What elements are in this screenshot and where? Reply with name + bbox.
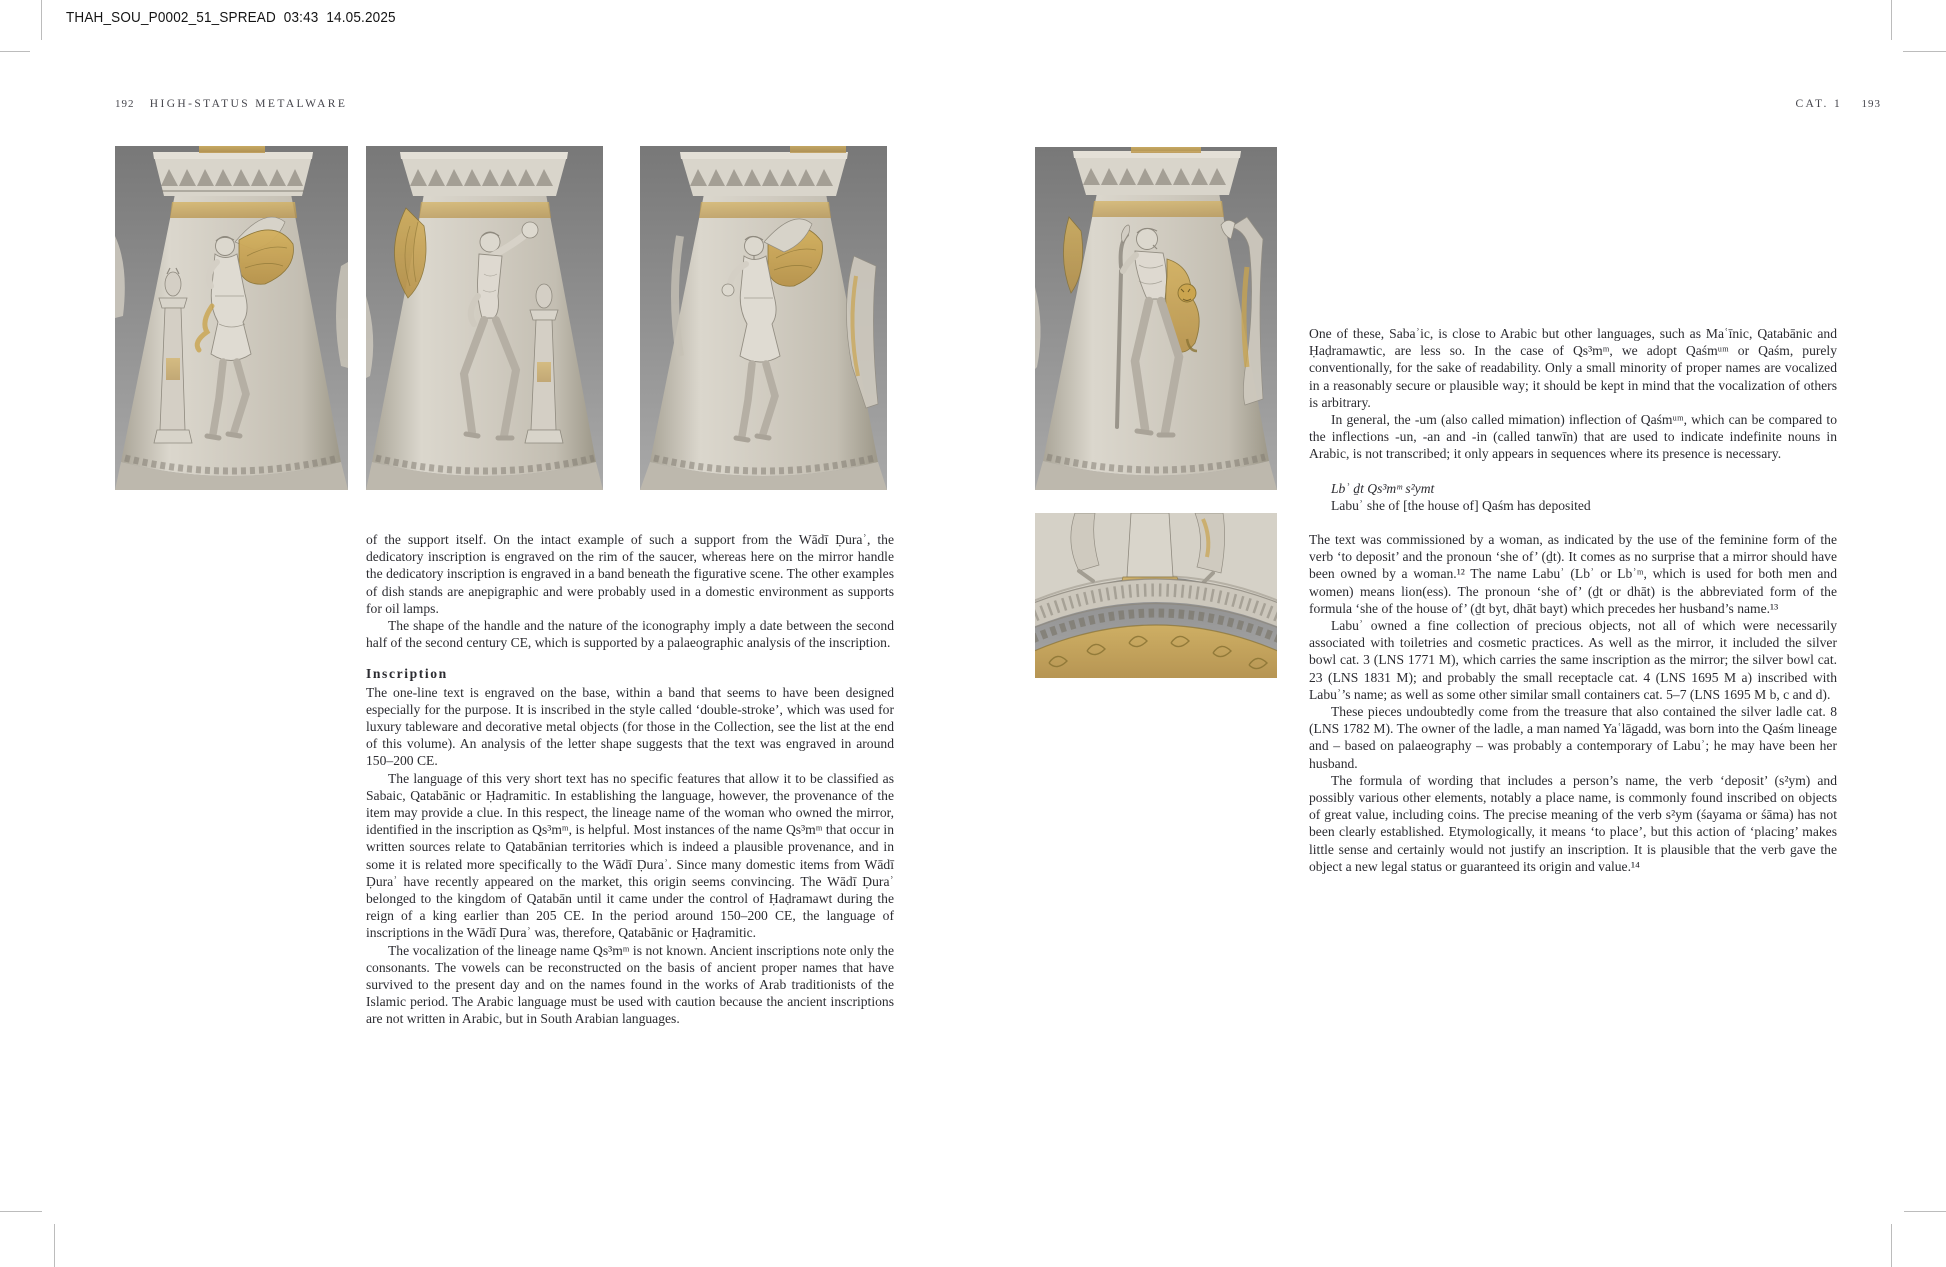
photo-mirror-handle-winged-figure-offering xyxy=(640,146,887,490)
running-head-left-title: HIGH-STATUS METALWARE xyxy=(149,98,348,110)
inscription-quote-block xyxy=(1331,480,1837,514)
running-head-right-title: CAT. 1 xyxy=(1795,98,1843,110)
crop-mark-top-right-v xyxy=(1891,0,1892,40)
paragraph: One of these, Sabaʾic, is close to Arabic but other languages, such as Maʿīnic, Qatabānic and Ḥaḍramawtic, are less so. In the case of Qs³mᵐ, we adopt Qaśmᵘᵐ or Qaśm, purely conventionally, for the sake of readability. Only a small minority of proper names are vocalized in a reasonably secure or plausible way; it should be kept in mind that the vocalization of others is arbitrary. xyxy=(1309,326,1837,410)
crop-mark-bottom-right-v xyxy=(1891,1224,1892,1267)
crop-mark-bottom-right-h xyxy=(1904,1211,1946,1212)
inscription-translation: Labuʾ she of [the house of] Qaśm has deposited xyxy=(1331,497,1591,513)
paragraph: These pieces undoubtedly come from the treasure that also contained the silver ladle cat. 8 (LNS 1782 M). The owner of the ladle, a man named Yaʿlāgadd, was born into the Qaśm lineage and – based on palaeography – was probably a contemporary of Labuʾ; he may have been her husband. xyxy=(1309,704,1837,771)
mirror-handle-illustration-2 xyxy=(366,146,603,490)
mirror-handle-illustration-3 xyxy=(640,146,887,490)
photo-mirror-handle-winged-figure-owl-column xyxy=(115,146,348,490)
paragraph: The shape of the handle and the nature of the iconography imply a date between the second half of the second century CE, which is supported by a palaeographic analysis of the inscription. xyxy=(366,618,894,651)
press-slug-line: THAH_SOU_P0002_51_SPREAD 03:43 14.05.2025 xyxy=(66,9,396,26)
crop-mark-top-left-v xyxy=(41,0,42,40)
inscription-transliteration: Lbʾ ḏt Qs³mᵐ s²ymt xyxy=(1331,480,1435,496)
paragraph: In general, the -um (also called mimation) inflection of Qaśmᵘᵐ, which can be compared to the inflections -un, -an and -in (called tanwīn) that are used to indicate indefinite nouns in Arabic, is not transcribed; it only appears in sequences where its presence is necessary. xyxy=(1309,412,1837,462)
paragraph: of the support itself. On the intact example of such a support from the Wādī Ḍuraʾ, the dedicatory inscription is engraved on the rim of the saucer, whereas here on the mirror handle the dedicatory inscription is engraved in a band beneath the figurative scene. The other examples of dish stands are anepigraphic and were probably used in a domestic environment as supports for oil lamps. xyxy=(366,532,894,616)
crop-mark-bottom-left-h xyxy=(0,1211,42,1212)
paragraph: The text was commissioned by a woman, as indicated by the use of the feminine form of the verb ‘to deposit’ and the pronoun ‘she of’ (ḏt). It comes as no surprise that a mirror should have been owned by a woman.¹² The name Labuʾ (Lbʾ or Lbʾᵐ, which is used for both men and women) means lion(ess). The pronoun ‘she of’ (ḏt or dhāt) is the abbreviated form of the formula ‘she of the house of’ (ḏt byt, dhāt bayt) which precedes her husband’s name.¹³ xyxy=(1309,532,1837,616)
running-head-left xyxy=(115,98,347,110)
folio-left: 192 xyxy=(115,98,135,110)
mirror-handle-illustration-5 xyxy=(1035,513,1277,678)
photo-mirror-handle-base-inscription-band xyxy=(1035,513,1277,678)
section-heading-inscription: Inscription xyxy=(366,666,448,682)
paragraph: The one-line text is engraved on the base, within a band that seems to have been designed especially for the purpose. It is inscribed in the style called ‘double-stroke’, which was used for luxury tableware and decorative metal objects (for those in the Collection, see the list at the end of this volume). An analysis of the letter shape suggests that the text was engraved in around 150–200 CE. xyxy=(366,684,894,769)
paragraph: The formula of wording that includes a person’s name, the verb ‘deposit’ (s²ym) and possibly various other elements, notably a place name, is commonly found inscribed on objects of great value, including coins. The precise meaning of the verb s²ym (śayama or śāma) has not been clearly established. Etymologically, it means ‘to place’, but this action of ‘placing’ makes little sense and certainly would not justify an inscription. It is plausible that the verb gave the object a new legal status or guaranteed its origin and value.¹⁴ xyxy=(1309,772,1837,874)
running-head-right xyxy=(1795,98,1881,110)
paragraph: Labuʾ owned a fine collection of precious objects, not all of which were necessarily associated with toiletries and cosmetic practices. As well as the mirror, it included the silver bowl cat. 3 (LNS 1771 M), which carries the same inscription as the mirror; the silver bowl cat. 23 (LNS 1831 M); and probably the small receptacle cat. 4 (LNS 1695 M a) inscribed with Labuʾ’s name; as well as some other similar small containers cat. 5–7 (LNS 1695 M b, c and d). xyxy=(1309,618,1837,702)
paragraph: The vocalization of the lineage name Qs³mᵐ is not known. Ancient inscriptions note only the consonants. The vowels can be reconstructed on the basis of ancient proper names that have survived to the present day and on the names found in the works of Arab traditionists of the Islamic period. The Arabic language must be used with caution because the ancient inscriptions are not written in Arabic, but in South Arabian languages. xyxy=(366,942,894,1027)
photo-mirror-handle-striding-figure xyxy=(366,146,603,490)
folio-right: 193 xyxy=(1861,98,1881,110)
left-page-text-column xyxy=(366,531,894,1028)
paragraph: The language of this very short text has no specific features that allow it to be classified as Sabaic, Qatabānic or Ḥaḍramitic. In establishing the language, however, the provenance of the item may provide a clue. In this respect, the lineage name of the woman who owned the mirror, identified in the inscription as Qs³mᵐ, is helpful. Most instances of the name Qs³mᵐ that occur in written sources relate to Qatabānian territories which is indeed a plausible provenance, and in some it is related more specifically to the Wādī Ḍuraʾ. Since many domestic items from Wādī Ḍuraʾ have recently appeared on the market, this origin seems convincing. The Wādī Ḍuraʾ belonged to the kingdom of Qatabān until it came under the control of Ḥaḍramawt during the reign of a king earlier than 205 CE. In the period around 150–200 CE, the language of inscriptions in the Wādī Ḍuraʾ was, therefore, Qatabānic or Ḥaḍramitic. xyxy=(366,770,894,941)
crop-mark-top-right-h xyxy=(1903,51,1946,52)
right-page-text-column xyxy=(1309,325,1837,875)
mirror-handle-illustration-4 xyxy=(1035,147,1277,490)
mirror-handle-illustration-1 xyxy=(115,146,348,490)
crop-mark-bottom-left-v xyxy=(54,1224,55,1267)
photo-mirror-handle-herakles-lion-skin xyxy=(1035,147,1277,490)
crop-mark-top-left-h xyxy=(0,51,30,52)
